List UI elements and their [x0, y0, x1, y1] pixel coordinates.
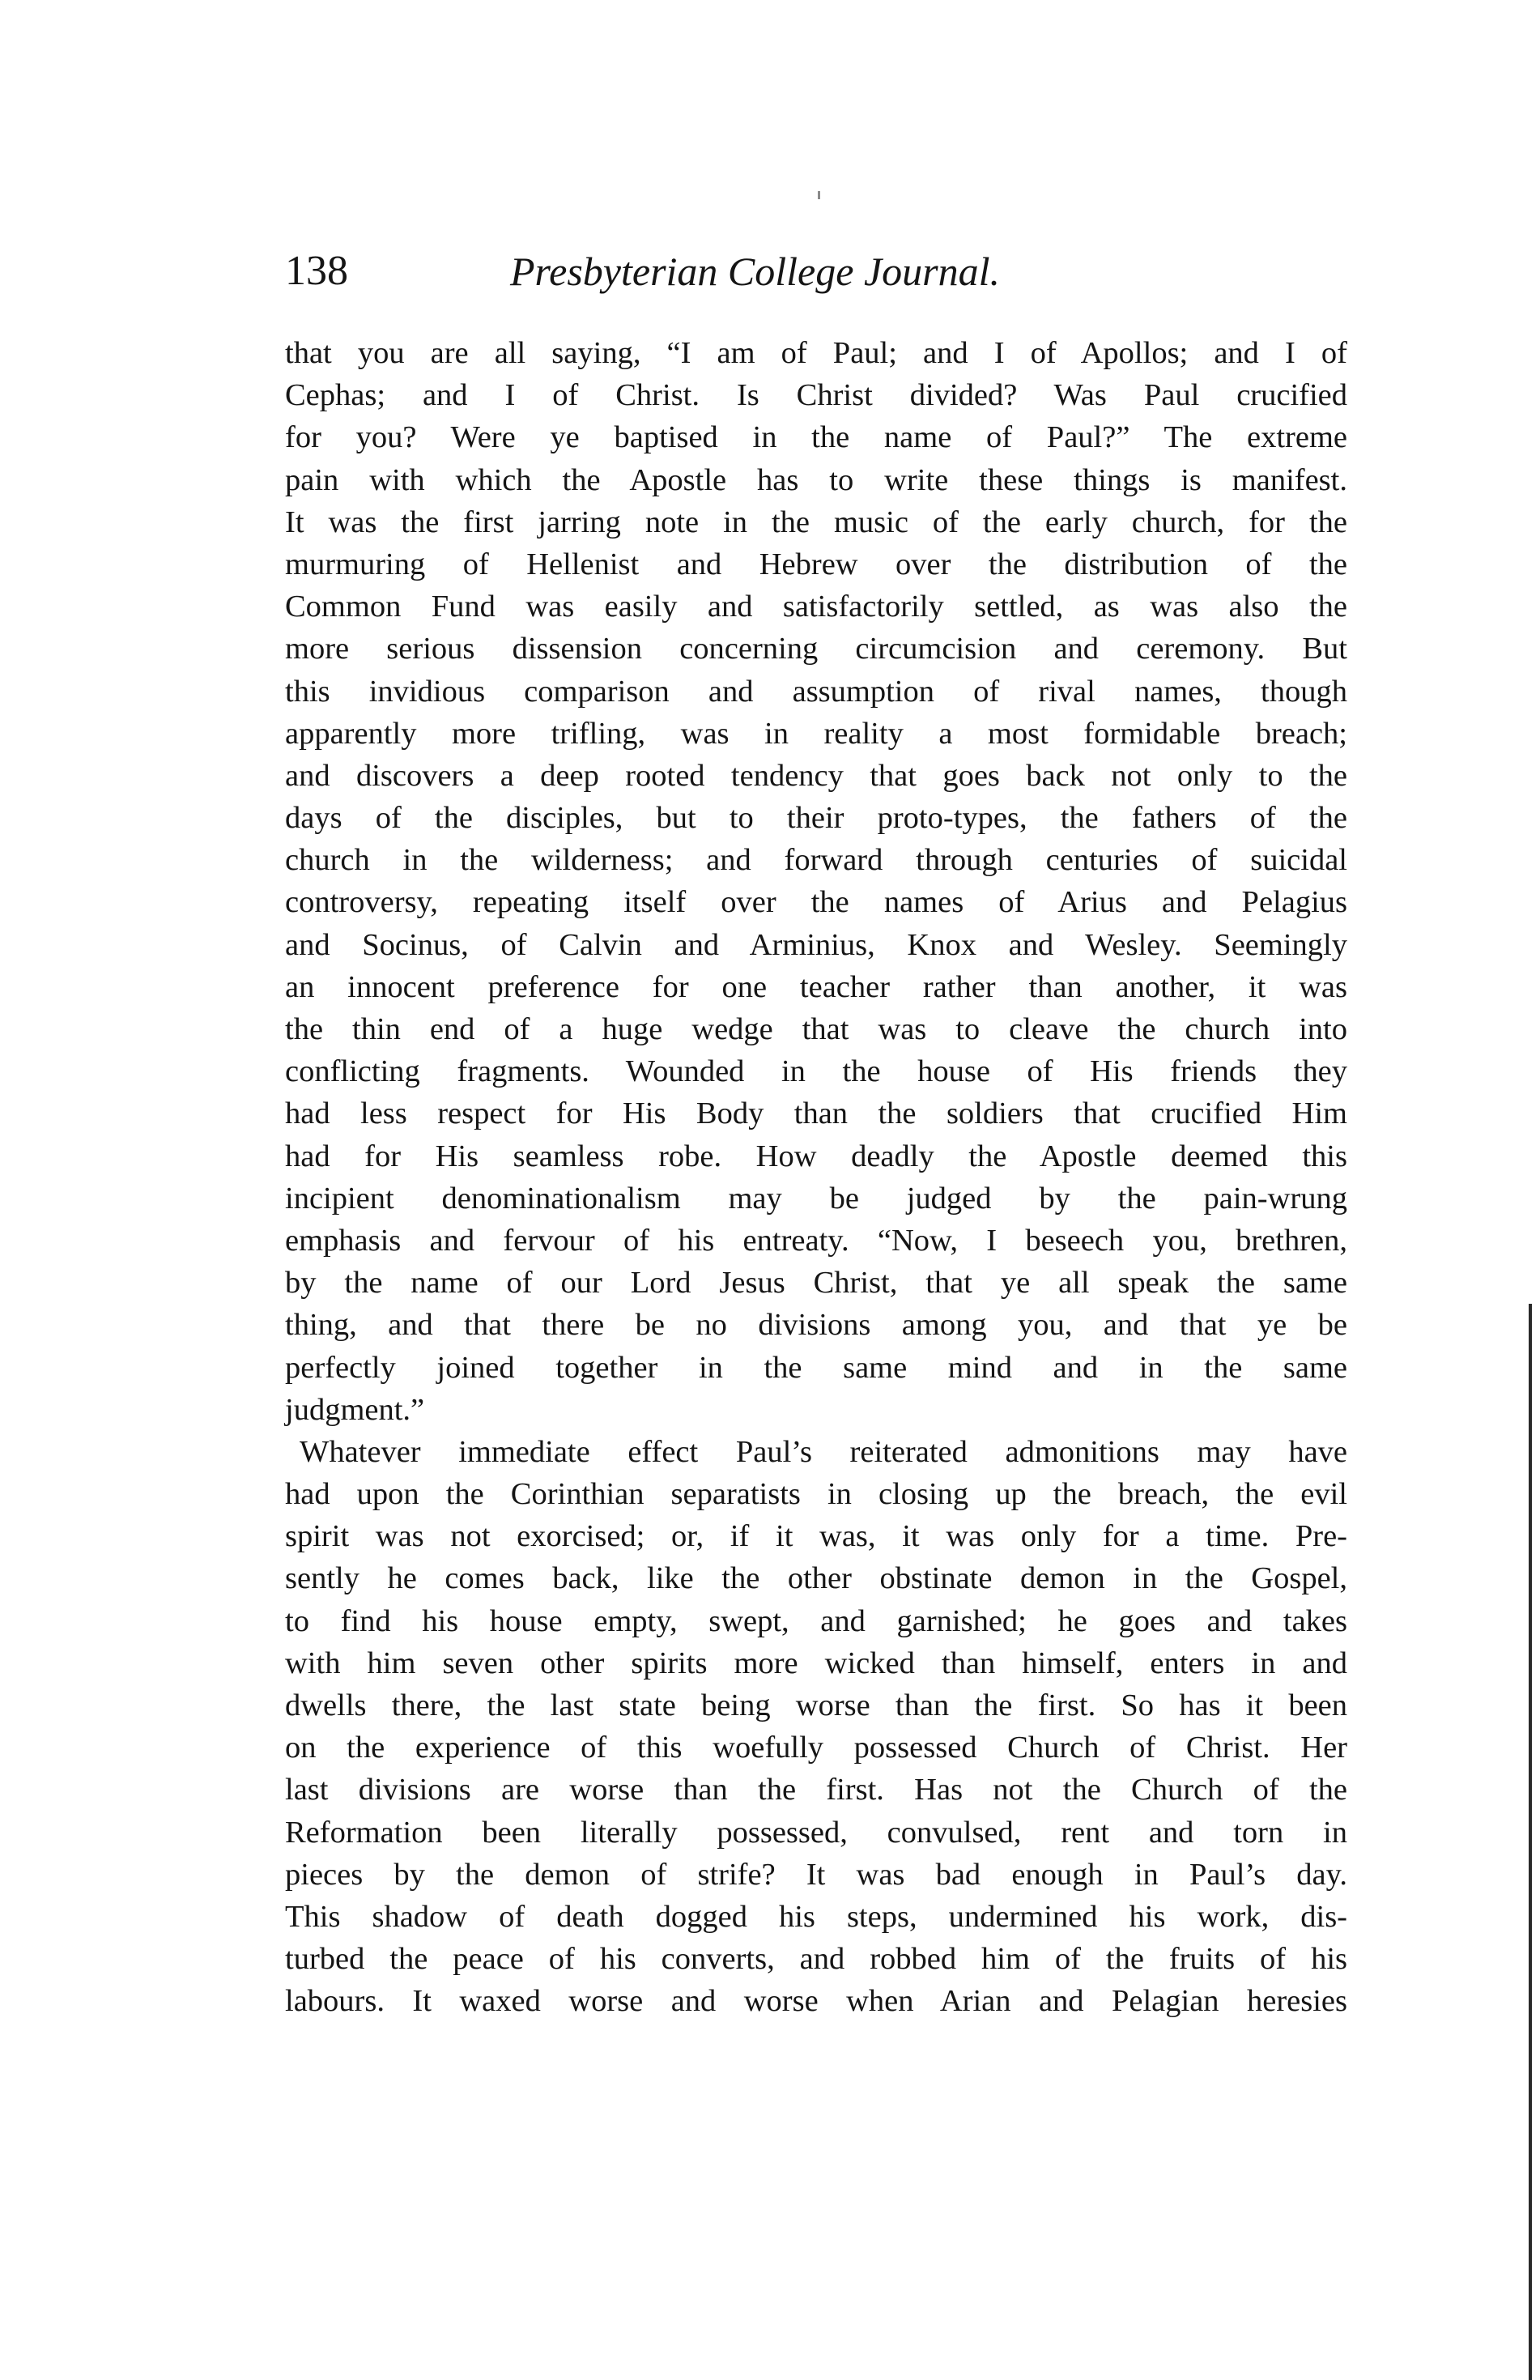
text-line: dwells there, the last state being worse than the first. So has it been: [285, 1688, 1347, 1722]
text-line: sently he comes back, like the other obstinate demon in the Gospel,: [285, 1561, 1347, 1596]
text-line: judgment.”: [285, 1392, 425, 1427]
text-line: controversy, repeating itself over the names of Arius and Pelagius: [285, 885, 1347, 920]
page-header: [285, 243, 1338, 300]
text-line: turbed the peace of his converts, and robbed him of the fruits of his: [285, 1942, 1347, 1977]
text-line: had less respect for His Body than the soldiers that crucified Him: [285, 1096, 1347, 1131]
scan-speck: [818, 191, 820, 199]
text-line: last divisions are worse than the first. Has not the Church of the: [285, 1773, 1347, 1807]
text-line: thing, and that there be no divisions among you, and that ye be: [285, 1308, 1347, 1343]
text-line: Cephas; and I of Christ. Is Christ divided? Was Paul crucified: [285, 378, 1347, 413]
text-line: labours. It waxed worse and worse when Arian and Pelagian heresies: [285, 1984, 1347, 2019]
text-line: church in the wilderness; and forward through centuries of suicidal: [285, 843, 1347, 878]
text-line: pain with which the Apostle has to write these things is manifest.: [285, 462, 1347, 497]
text-line: this invidious comparison and assumption of rival names, though: [285, 674, 1347, 709]
text-line: by the name of our Lord Jesus Christ, that ye all speak the same: [285, 1266, 1347, 1301]
text-line: days of the disciples, but to their proto-types, the fathers of the: [285, 801, 1347, 836]
page-edge-rule: [1529, 1304, 1532, 2380]
text-line: perfectly joined together in the same mind and in the same: [285, 1350, 1347, 1385]
text-line: murmuring of Hellenist and Hebrew over the distribution of the: [285, 547, 1347, 581]
text-line: spirit was not exorcised; or, if it was, it was only for a time. Pre-: [285, 1519, 1347, 1554]
text-line: and Socinus, of Calvin and Arminius, Knox and Wesley. Seemingly: [285, 927, 1347, 962]
body-text: [285, 332, 1347, 2023]
text-line: an innocent preference for one teacher rather than another, it was: [285, 969, 1347, 1004]
text-line: had upon the Corinthian separatists in closing up the breach, the evil: [285, 1477, 1347, 1512]
text-line: Common Fund was easily and satisfactorily settled, as was also the: [285, 590, 1347, 624]
text-line: This shadow of death dogged his steps, undermined his work, dis-: [285, 1899, 1347, 1934]
text-line: apparently more trifling, was in reality a most formidable breach;: [285, 716, 1347, 751]
running-title: Presbyterian College Journal.: [510, 249, 1000, 294]
page-number: 138: [285, 248, 348, 294]
text-line: on the experience of this woefully possessed Church of Christ. Her: [285, 1731, 1347, 1765]
text-line: and discovers a deep rooted tendency that goes back not only to the: [285, 758, 1347, 793]
text-line: the thin end of a huge wedge that was to cleave the church into: [285, 1012, 1347, 1046]
text-line: emphasis and fervour of his entreaty. “Now, I beseech you, brethren,: [285, 1223, 1347, 1258]
text-line: more serious dissension concerning circumcision and ceremony. But: [285, 632, 1347, 666]
text-line: that you are all saying, “I am of Paul; and I of Apollos; and I of: [285, 336, 1347, 370]
text-line: for you? Were ye baptised in the name of Paul?” The extreme: [285, 420, 1347, 455]
text-line: Reformation been literally possessed, convulsed, rent and torn in: [285, 1815, 1347, 1850]
text-line: It was the first jarring note in the music of the early church, for the: [285, 505, 1347, 539]
text-line: incipient denominationalism may be judged by the pain-wrung: [285, 1181, 1347, 1216]
text-line: pieces by the demon of strife? It was bad enough in Paul’s day.: [285, 1857, 1347, 1892]
text-line: Whatever immediate effect Paul’s reiterated admonitions may have: [300, 1434, 1347, 1469]
text-line: had for His seamless robe. How deadly the Apostle deemed this: [285, 1139, 1347, 1173]
text-line: to find his house empty, swept, and garnished; he goes and takes: [285, 1603, 1347, 1638]
text-line: with him seven other spirits more wicked than himself, enters in and: [285, 1646, 1347, 1680]
text-line: conflicting fragments. Wounded in the house of His friends they: [285, 1054, 1347, 1089]
